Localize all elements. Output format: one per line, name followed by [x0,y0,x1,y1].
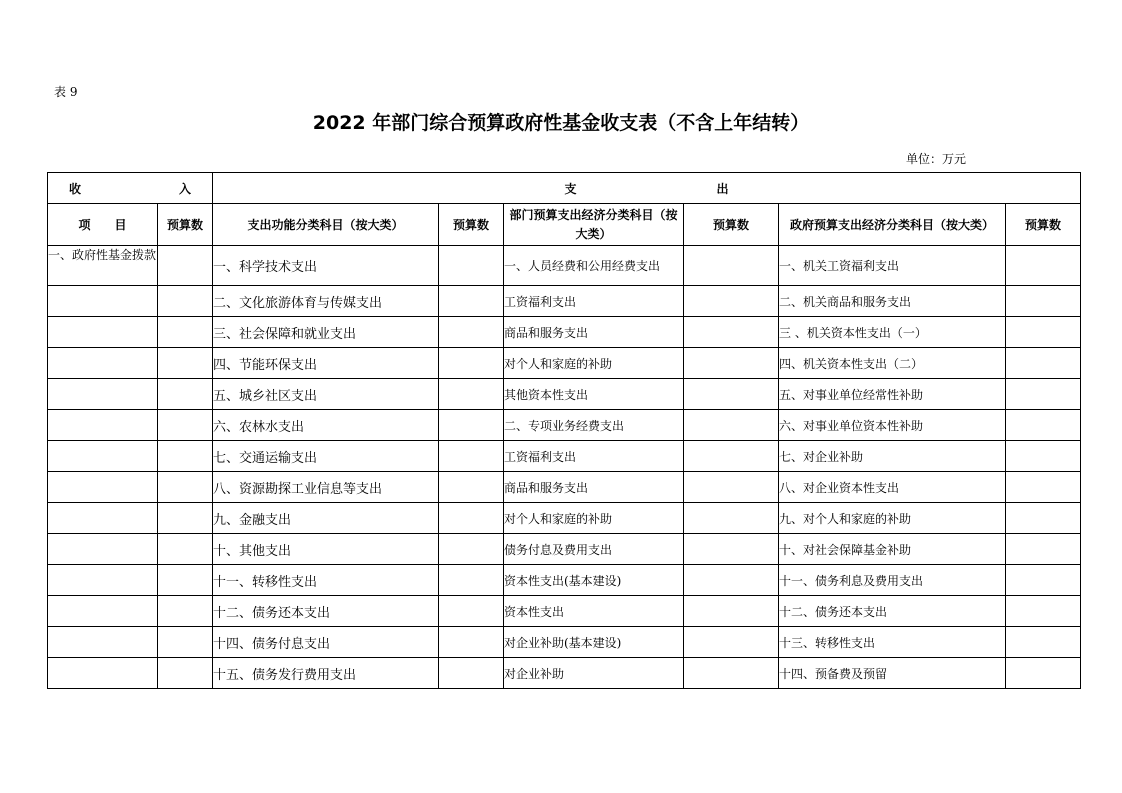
function-item-cell: 二、文化旅游体育与传媒支出 [213,286,439,317]
table-row [48,317,1081,348]
gov-econ-budget-cell [1006,348,1081,379]
function-budget-cell [439,286,504,317]
income-budget-cell [158,410,213,441]
gov-econ-budget-cell [1006,658,1081,689]
function-budget-cell [439,596,504,627]
dept-econ-item-cell: 其他资本性支出 [504,379,684,410]
section-header-row [48,173,1081,204]
gov-econ-budget-cell [1006,565,1081,596]
dept-econ-item-cell: 对企业补助 [504,658,684,689]
dept-econ-item-cell: 对个人和家庭的补助 [504,348,684,379]
gov-econ-item-cell: 一、机关工资福利支出 [779,246,1006,286]
income-item-cell [48,410,158,441]
dept-econ-budget-cell [684,410,779,441]
table-row [48,348,1081,379]
income-item-cell [48,286,158,317]
function-item-cell: 九、金融支出 [213,503,439,534]
gov-econ-budget-cell [1006,317,1081,348]
dept-econ-item-cell: 对个人和家庭的补助 [504,503,684,534]
unit-label: 单位：万元 [906,152,967,166]
gov-econ-budget-cell [1006,441,1081,472]
table-row [48,596,1081,627]
dept-econ-item-cell: 二、专项业务经费支出 [504,410,684,441]
col-header-gov-econ-budget: 预算数 [1006,204,1081,246]
income-item-cell [48,472,158,503]
income-budget-cell [158,472,213,503]
dept-econ-item-cell: 对企业补助(基本建设) [504,627,684,658]
function-budget-cell [439,503,504,534]
gov-econ-item-cell: 七、对企业补助 [779,441,1006,472]
function-budget-cell [439,410,504,441]
gov-econ-item-cell: 十四、预备费及预留 [779,658,1006,689]
gov-econ-item-cell: 三 、机关资本性支出（一） [779,317,1006,348]
col-header-function-class: 支出功能分类科目（按大类） [213,204,439,246]
income-budget-cell [158,627,213,658]
dept-econ-item-cell: 资本性支出 [504,596,684,627]
dept-econ-budget-cell [684,379,779,410]
income-budget-cell [158,658,213,689]
expenditure-char-2: 出 [716,181,729,196]
dept-econ-item-cell: 工资福利支出 [504,441,684,472]
function-budget-cell [439,658,504,689]
income-item-cell [48,317,158,348]
budget-table [47,172,1081,689]
function-item-cell: 八、资源勘探工业信息等支出 [213,472,439,503]
gov-econ-budget-cell [1006,379,1081,410]
function-item-cell: 十、其他支出 [213,534,439,565]
table-row [48,534,1081,565]
table-row [48,286,1081,317]
gov-econ-budget-cell [1006,472,1081,503]
table-row [48,410,1081,441]
dept-econ-budget-cell [684,472,779,503]
gov-econ-item-cell: 八、对企业资本性支出 [779,472,1006,503]
function-item-cell: 三、社会保障和就业支出 [213,317,439,348]
col-header-income-budget: 预算数 [158,204,213,246]
income-budget-cell [158,379,213,410]
income-item-cell [48,565,158,596]
page-title: 2022 年部门综合预算政府性基金收支表（不含上年结转） [312,112,810,134]
function-budget-cell [439,565,504,596]
col-header-dept-econ-budget: 预算数 [684,204,779,246]
function-item-cell: 一、科学技术支出 [213,246,439,286]
income-budget-cell [158,286,213,317]
income-budget-cell [158,596,213,627]
table-row [48,658,1081,689]
gov-econ-item-cell: 十二、债务还本支出 [779,596,1006,627]
gov-econ-budget-cell [1006,596,1081,627]
dept-econ-budget-cell [684,348,779,379]
income-budget-cell [158,441,213,472]
dept-econ-item-cell: 资本性支出(基本建设) [504,565,684,596]
dept-econ-item-cell: 商品和服务支出 [504,472,684,503]
gov-econ-item-cell: 六、对事业单位资本性补助 [779,410,1006,441]
table-number: 表 9 [54,85,78,99]
gov-econ-item-cell: 四、机关资本性支出（二） [779,348,1006,379]
gov-econ-item-cell: 二、机关商品和服务支出 [779,286,1006,317]
income-section-header [48,173,213,204]
dept-econ-budget-cell [684,286,779,317]
function-item-cell: 七、交通运输支出 [213,441,439,472]
dept-econ-budget-cell [684,503,779,534]
function-item-cell: 十一、转移性支出 [213,565,439,596]
gov-econ-item-cell: 十三、转移性支出 [779,627,1006,658]
gov-econ-item-cell: 五、对事业单位经常性补助 [779,379,1006,410]
col-header-dept-econ-class: 部门预算支出经济分类科目（按大类） [504,204,684,246]
dept-econ-budget-cell [684,317,779,348]
income-budget-cell [158,317,213,348]
function-item-cell: 十二、债务还本支出 [213,596,439,627]
dept-econ-item-cell: 债务付息及费用支出 [504,534,684,565]
col-header-income-item: 项 目 [48,204,158,246]
function-budget-cell [439,627,504,658]
income-item-cell [48,379,158,410]
income-budget-cell [158,348,213,379]
function-budget-cell [439,348,504,379]
function-budget-cell [439,317,504,348]
gov-econ-budget-cell [1006,627,1081,658]
expenditure-section-header [213,173,1081,204]
table-row [48,379,1081,410]
income-budget-cell [158,503,213,534]
table-row [48,565,1081,596]
income-item-cell [48,534,158,565]
column-header-row [48,204,1081,246]
function-budget-cell [439,472,504,503]
function-item-cell: 六、农林水支出 [213,410,439,441]
gov-econ-item-cell: 十一、债务利息及费用支出 [779,565,1006,596]
income-char-2: 入 [179,181,192,196]
gov-econ-budget-cell [1006,246,1081,286]
dept-econ-budget-cell [684,565,779,596]
function-budget-cell [439,534,504,565]
function-budget-cell [439,379,504,410]
income-item-cell [48,627,158,658]
dept-econ-item-cell: 商品和服务支出 [504,317,684,348]
dept-econ-budget-cell [684,441,779,472]
income-budget-cell [158,565,213,596]
income-char-1: 收 [68,181,81,196]
income-item-cell: 一、政府性基金拨款 [48,246,158,286]
income-item-cell [48,348,158,379]
gov-econ-budget-cell [1006,410,1081,441]
function-item-cell: 十四、债务付息支出 [213,627,439,658]
function-budget-cell [439,441,504,472]
table-row [48,441,1081,472]
gov-econ-item-cell: 十、对社会保障基金补助 [779,534,1006,565]
function-item-cell: 十五、债务发行费用支出 [213,658,439,689]
gov-econ-item-cell: 九、对个人和家庭的补助 [779,503,1006,534]
dept-econ-item-cell: 一、人员经费和公用经费支出 [504,246,684,286]
income-budget-cell [158,246,213,286]
dept-econ-budget-cell [684,596,779,627]
col-header-function-budget: 预算数 [439,204,504,246]
dept-econ-item-cell: 工资福利支出 [504,286,684,317]
dept-econ-budget-cell [684,534,779,565]
gov-econ-budget-cell [1006,534,1081,565]
income-item-cell [48,596,158,627]
dept-econ-budget-cell [684,246,779,286]
income-item-cell [48,441,158,472]
dept-econ-budget-cell [684,627,779,658]
gov-econ-budget-cell [1006,286,1081,317]
table-row [48,627,1081,658]
col-header-gov-econ-class: 政府预算支出经济分类科目（按大类） [779,204,1006,246]
function-budget-cell [439,246,504,286]
gov-econ-budget-cell [1006,503,1081,534]
table-row [48,472,1081,503]
expenditure-char-1: 支 [564,181,577,196]
table-row [48,246,1081,286]
function-item-cell: 四、节能环保支出 [213,348,439,379]
table-row [48,503,1081,534]
income-budget-cell [158,534,213,565]
income-item-cell [48,503,158,534]
income-item-cell [48,658,158,689]
dept-econ-budget-cell [684,658,779,689]
function-item-cell: 五、城乡社区支出 [213,379,439,410]
